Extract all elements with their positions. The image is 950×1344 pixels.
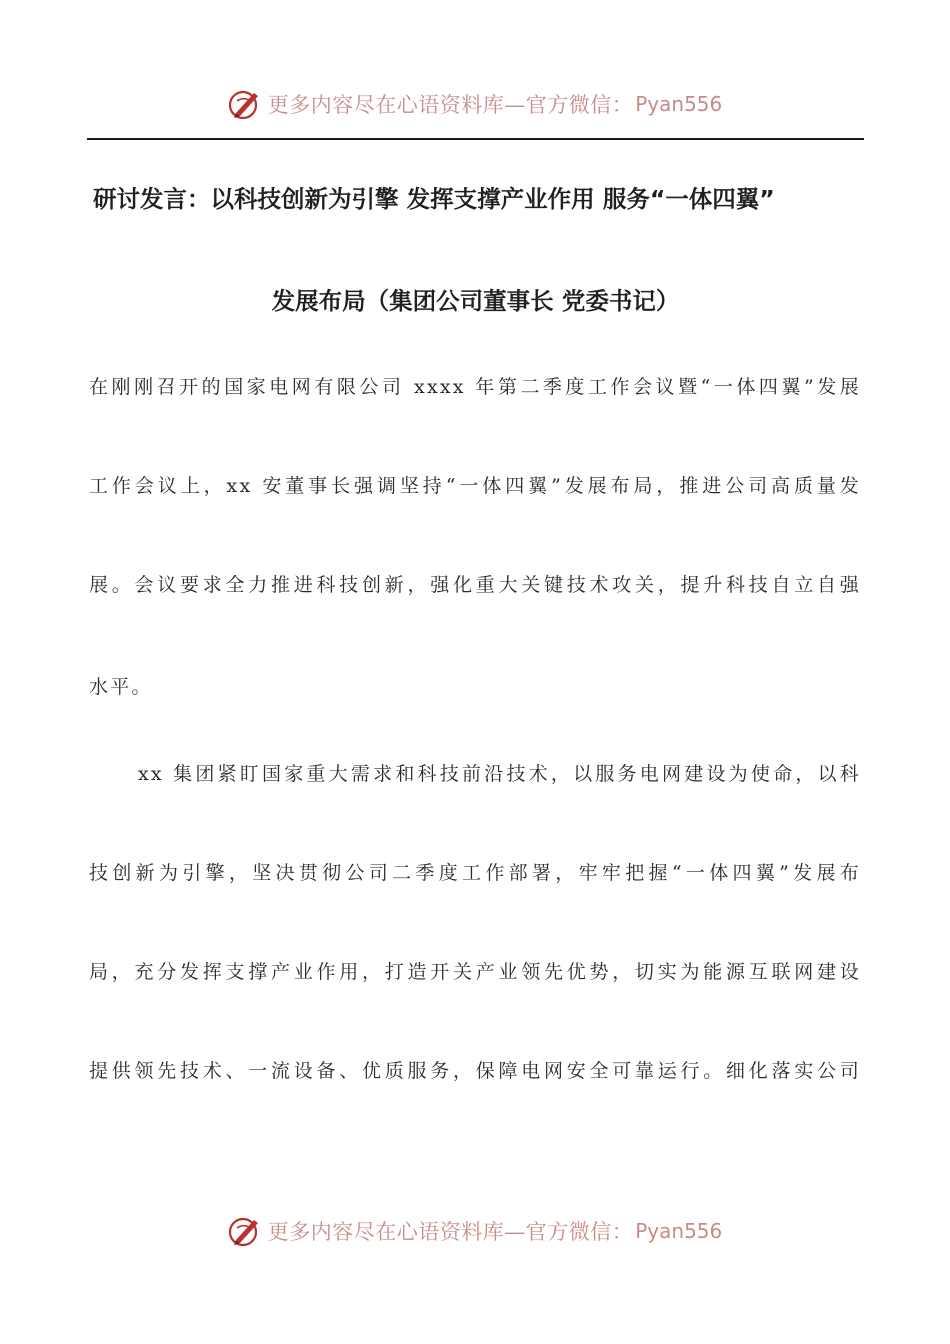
header-banner-text: 更多内容尽在心语资料库—官方微信： xyxy=(267,93,634,117)
paragraph-2-line-3: 局，充分发挥支撑产业作用，打造开关产业领先优势，切实为能源互联网建设 xyxy=(89,961,861,983)
footer-banner-text: 更多内容尽在心语资料库—官方微信： xyxy=(267,1220,634,1244)
footer-wechat-id: Pyan556 xyxy=(635,1219,723,1243)
paragraph-1-line-3: 展。会议要求全力推进科技创新，强化重大关键技术攻关，提升科技自立自强 xyxy=(89,574,861,596)
paragraph-2-line-2: 技创新为引擎，坚决贯彻公司二季度工作部署，牢牢把握“一体四翼”发展布 xyxy=(89,862,861,884)
paragraph-2-line-1: xx 集团紧盯国家重大需求和科技前沿技术，以服务电网建设为使命，以科 xyxy=(138,763,861,785)
footer-banner xyxy=(0,1211,950,1251)
header-divider xyxy=(87,138,864,140)
header-banner xyxy=(0,84,950,124)
paragraph-2-line-4: 提供领先技术、一流设备、优质服务，保障电网安全可靠运行。细化落实公司 xyxy=(89,1060,861,1082)
document-title-line-1: 研讨发言：以科技创新为引擎 发挥支撑产业作用 服务“一体四翼” xyxy=(93,185,775,213)
pen-logo-icon xyxy=(228,87,262,121)
document-title-line-2: 发展布局（集团公司董事长 党委书记） xyxy=(271,287,680,315)
paragraph-1-line-2: 工作会议上，xx 安董事长强调坚持“一体四翼”发展布局，推进公司高质量发 xyxy=(89,475,861,497)
header-wechat-id: Pyan556 xyxy=(635,92,723,116)
paragraph-1-line-4: 水平。 xyxy=(89,676,153,698)
pen-logo-icon xyxy=(228,1214,262,1248)
paragraph-1-line-1: 在刚刚召开的国家电网有限公司 xxxx 年第二季度工作会议暨“一体四翼”发展 xyxy=(89,376,861,398)
